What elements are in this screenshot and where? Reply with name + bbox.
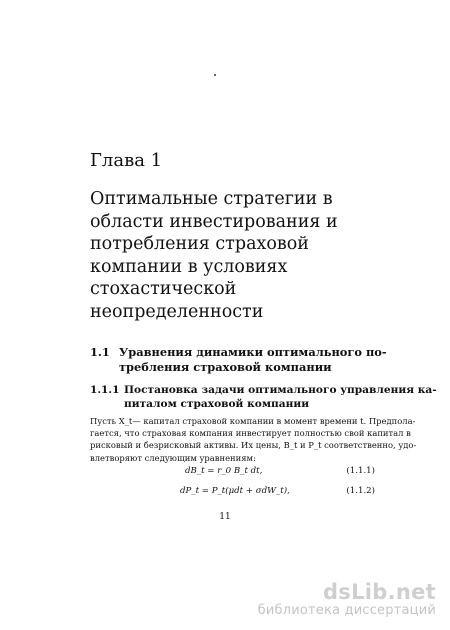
chapter-title-line: потребления страховой xyxy=(90,234,309,254)
section-number: 1.1 xyxy=(90,345,110,359)
equation-formula: dP_t = P_t(μdt + σdW_t), xyxy=(180,486,290,496)
page-number: 11 xyxy=(219,512,231,522)
watermark-subtitle: библиотека диссертаций xyxy=(257,603,436,618)
equation-number: (1.1.2) xyxy=(346,486,375,496)
page-dot xyxy=(214,74,216,76)
body-paragraph xyxy=(90,415,417,464)
section-title-line: Уравнения динамики оптимального по- xyxy=(119,345,387,359)
paragraph-line: влетворяют следующим уравнениям: xyxy=(90,452,256,463)
watermark xyxy=(258,580,436,618)
section-title-line: требления страховой компании xyxy=(119,360,332,374)
subsection-title-line: Постановка задачи оптимального управления ка- xyxy=(124,384,437,396)
subsection-title xyxy=(124,384,437,411)
paragraph-line: рисковый и безрисковый активы. Их цены, B_t и P_t соответственно, удо- xyxy=(90,440,417,451)
equation-number: (1.1.1) xyxy=(346,466,375,476)
watermark-logo: dsLib.net xyxy=(322,580,436,604)
equation-2 xyxy=(90,486,375,500)
paragraph-line: гается, что страховая компания инвестирует полностью свой капитал в xyxy=(90,428,411,439)
subsection-number: 1.1.1 xyxy=(90,384,120,396)
chapter-title-line: неопределенности xyxy=(90,301,264,322)
paragraph-line: Пусть X_t— капитал страховой компании в момент времени t. Предпола- xyxy=(90,416,416,426)
chapter-title-line: области инвестирования и xyxy=(90,211,338,232)
chapter-title-line: Оптимальные стратегии в xyxy=(90,189,333,209)
chapter-title-line: стохастической xyxy=(90,279,237,299)
chapter-label: Глава 1 xyxy=(90,150,163,171)
equation-formula: dB_t = r_0 B_t dt, xyxy=(185,466,263,476)
section-title xyxy=(119,345,387,375)
chapter-title xyxy=(90,188,390,323)
chapter-title-line: компании в условиях xyxy=(90,256,288,277)
subsection-title-line: питалом страховой компании xyxy=(124,397,310,410)
equation-1 xyxy=(90,466,375,480)
